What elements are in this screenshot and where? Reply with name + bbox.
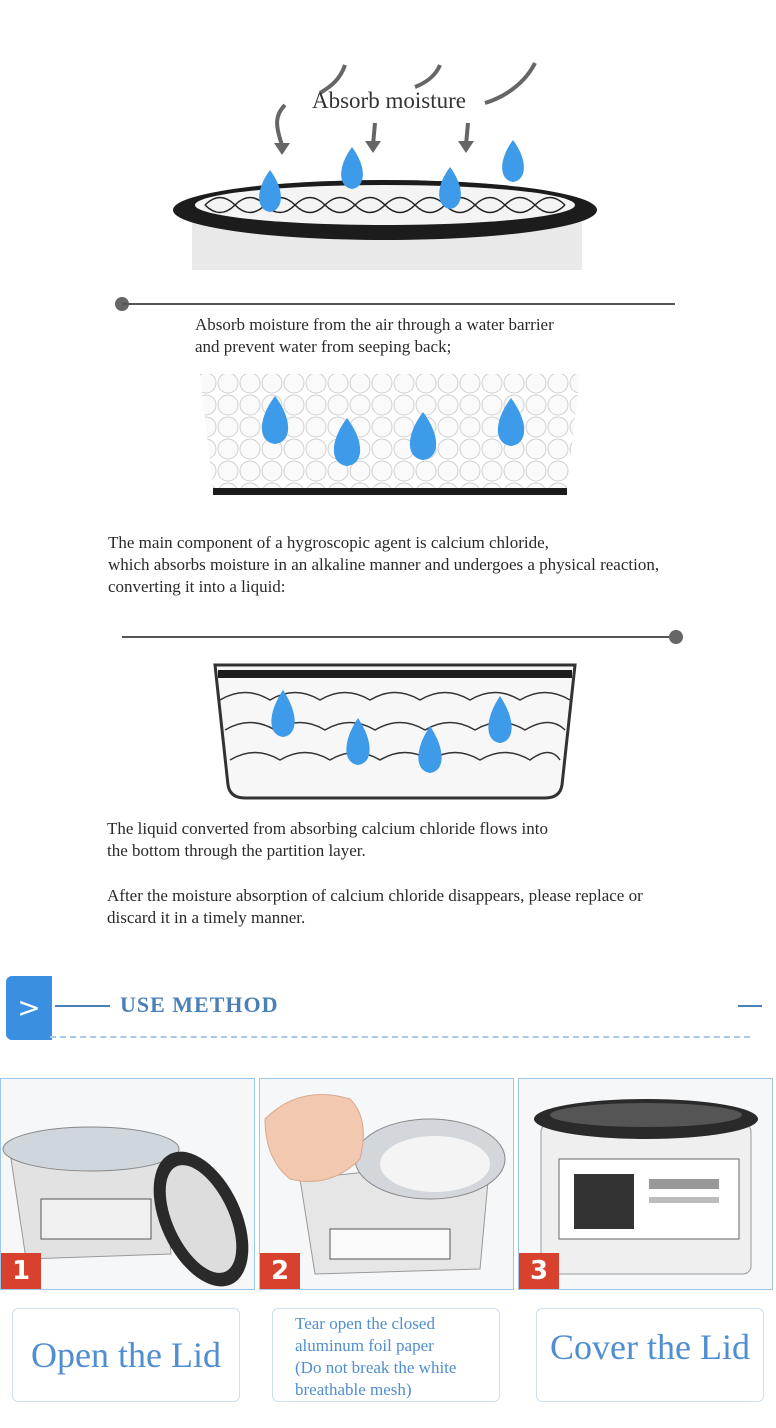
section1-caption — [195, 314, 554, 358]
caption-line: After the moisture absorption of calcium chloride disappears, please replace or — [107, 886, 643, 905]
timeline-dot — [669, 630, 683, 644]
step-1-label: Open the Lid — [12, 1308, 240, 1402]
caption-line: which absorbs moisture in an alkaline manner and undergoes a physical reaction, — [108, 555, 660, 574]
beads-illustration — [195, 372, 585, 502]
step-2-label-line: (Do not break the white — [295, 1358, 457, 1377]
step-number-badge: 2 — [260, 1253, 300, 1289]
caption-line: the bottom through the partition layer. — [107, 841, 366, 860]
step-2-label-line: aluminum foil paper — [295, 1336, 434, 1355]
caption-line: Absorb moisture from the air through a water barrier — [195, 315, 554, 334]
step-2-label — [272, 1308, 500, 1402]
section2-caption — [108, 532, 659, 598]
chevron-right-icon: > — [6, 976, 52, 1040]
step-number-badge: 3 — [519, 1253, 559, 1289]
absorb-moisture-heading: Absorb moisture — [312, 88, 466, 113]
step-3-photo — [518, 1078, 773, 1290]
header-rule-end — [738, 1005, 762, 1007]
replace-note — [107, 885, 643, 929]
caption-line: discard it in a timely manner. — [107, 908, 306, 927]
step-number-badge: 1 — [1, 1253, 41, 1289]
step-1-photo — [0, 1078, 255, 1290]
caption-line: and prevent water from seeping back; — [195, 337, 452, 356]
timeline-rule — [122, 636, 675, 638]
basin-illustration — [210, 660, 580, 805]
timeline-rule — [122, 303, 675, 305]
step-2-label-line: breathable mesh) — [295, 1380, 412, 1399]
caption-line: converting it into a liquid: — [108, 577, 286, 596]
caption-line: The main component of a hygroscopic agent is calcium chloride, — [108, 533, 549, 552]
header-rule — [55, 1005, 110, 1007]
step-2-photo — [259, 1078, 514, 1290]
use-method-title: USE METHOD — [120, 992, 279, 1017]
step-3-label: Cover the Lid — [536, 1308, 764, 1402]
caption-line: The liquid converted from absorbing calcium chloride flows into — [107, 819, 548, 838]
step-2-label-line: Tear open the closed — [295, 1314, 435, 1333]
dashed-divider — [50, 1036, 750, 1038]
section3-caption — [107, 818, 548, 862]
